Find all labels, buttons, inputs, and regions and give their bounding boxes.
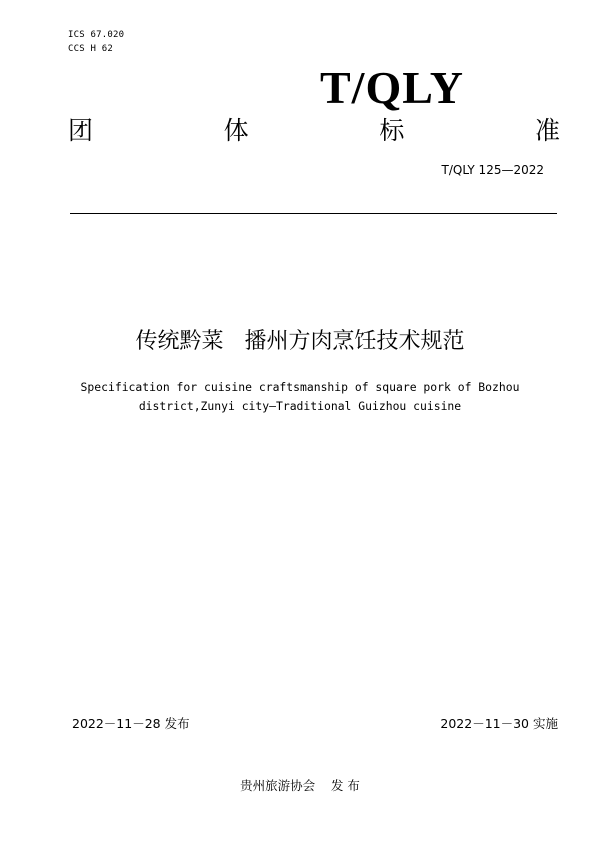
issue-date: 2022－11－28 发布 [72, 716, 190, 731]
implementation-date: 2022－11－30 实施 [440, 716, 558, 731]
english-title-line-1: Specification for cuisine craftsmanship of square pork of Bozhou [80, 380, 520, 394]
standard-type-heading [68, 114, 560, 148]
english-title-line-2: district,Zunyi city—Traditional Guizhou cuisine [138, 399, 462, 413]
heading-char-2: 体 [223, 116, 249, 145]
ics-code: ICS 67.020 [68, 30, 125, 40]
heading-char-4: 准 [534, 116, 560, 145]
standard-logo: T/QLY [320, 62, 464, 113]
ccs-code: CCS H 62 [68, 44, 113, 54]
chinese-title: 传统黔菜 播州方肉烹饪技术规范 [135, 329, 465, 354]
publisher: 贵州旅游协会 发 布 [240, 778, 360, 793]
header-divider [70, 213, 557, 214]
heading-char-1: 团 [68, 116, 94, 145]
english-title [40, 378, 560, 416]
standard-number: T/QLY 125—2022 [441, 163, 544, 177]
heading-char-3: 标 [379, 116, 405, 145]
